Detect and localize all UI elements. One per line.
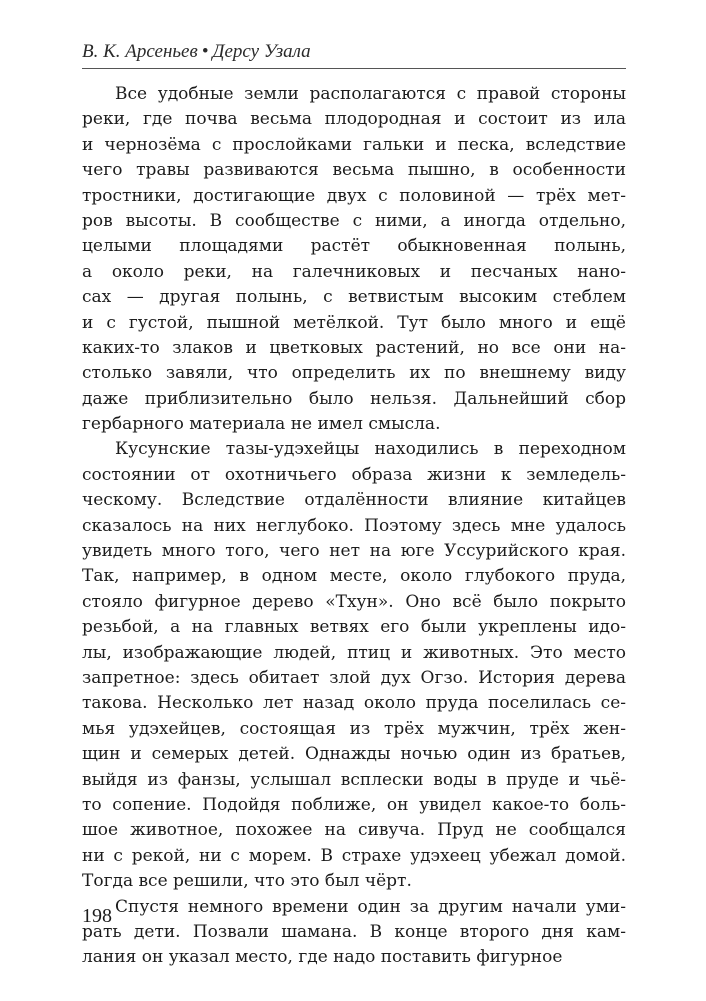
header-rule [82, 68, 626, 69]
text-line: резьбой, а на главных ветвях его были укреплены идо- [82, 617, 626, 638]
paragraph [82, 82, 626, 437]
body-text [82, 82, 626, 971]
text-line: лания он указал место, где надо поставить фигурное [82, 947, 563, 968]
text-line: столько завяли, что определить их по внешнему виду [82, 363, 626, 384]
text-line: стояло фигурное дерево «Тхун». Оно всё было покрыто [82, 591, 626, 612]
text-line: лы, изображающие людей, птиц и животных. Это место [82, 642, 626, 663]
text-line: сах — другая полынь, с ветвистым высоким стеблем [82, 287, 626, 308]
page-number: 198 [82, 905, 112, 927]
text-line: то сопение. Подойдя поближе, он увидел какое-то боль- [82, 794, 626, 815]
running-head-separator: • [201, 41, 209, 62]
paragraph [82, 437, 626, 894]
text-line: ни с рекой, ни с морем. В страхе удэхеец убежал домой. [82, 845, 626, 866]
text-line: выйдя из фанзы, услышал всплески воды в пруде и чьё- [82, 769, 626, 790]
text-line: Все удобные земли располагаются с правой стороны [115, 84, 626, 104]
text-line: гербарного материала не имел смысла. [82, 414, 441, 435]
text-line: мья удэхейцев, состоящая из трёх мужчин, трёх жен- [82, 718, 626, 739]
text-line: реки, где почва весьма плодородная и состоит из ила [82, 109, 626, 130]
running-head [82, 40, 311, 64]
text-line: Спустя немного времени один за другим начали уми- [115, 896, 626, 917]
text-line: состоянии от охотничьего образа жизни к земледель- [82, 464, 626, 485]
text-line: целыми площадями растёт обыкновенная полынь, [82, 236, 626, 257]
text-line: такова. Несколько лет назад около пруда поселилась се- [82, 693, 626, 714]
text-line: щин и семерых детей. Однажды ночью один из братьев, [82, 744, 626, 765]
text-line: тростники, достигающие двух с половиной — трёх мет- [82, 185, 626, 206]
running-head-title: Дерсу Узала [212, 41, 311, 62]
text-line: чего травы развиваются весьма пышно, в особенности [82, 160, 626, 181]
text-line: и чернозёма с прослойками гальки и песка, вследствие [82, 134, 626, 155]
text-line: Так, например, в одном месте, около глубокого пруда, [82, 566, 626, 587]
text-line: сказалось на них неглубоко. Поэтому здесь мне удалось [82, 515, 626, 536]
text-line: шое животное, похожее на сивуча. Пруд не сообщался [82, 820, 626, 841]
text-line: а около реки, на галечниковых и песчаных нано- [82, 261, 626, 282]
text-line: рать дети. Позвали шамана. В конце второго дня кам- [82, 921, 626, 942]
text-line: ров высоты. В сообществе с ними, а иногда отдельно, [82, 210, 626, 231]
running-head-author: В. К. Арсеньев [82, 41, 198, 62]
text-line: ческому. Вследствие отдалённости влияние китайцев [82, 490, 626, 511]
text-line: Тогда все решили, что это был чёрт. [82, 871, 412, 892]
text-line: каких-то злаков и цветковых растений, но все они на- [82, 337, 626, 358]
text-line: даже приблизительно было нельзя. Дальнейший сбор [82, 388, 626, 409]
text-line: запретное: здесь обитает злой дух Огзо. История дерева [82, 667, 626, 688]
text-line: и с густой, пышной метёлкой. Тут было много и ещё [82, 312, 626, 333]
paragraph [82, 895, 626, 971]
text-line: Кусунские тазы-удэхейцы находились в переходном [115, 439, 626, 460]
text-line: увидеть много того, чего нет на юге Уссурийского края. [82, 541, 626, 562]
